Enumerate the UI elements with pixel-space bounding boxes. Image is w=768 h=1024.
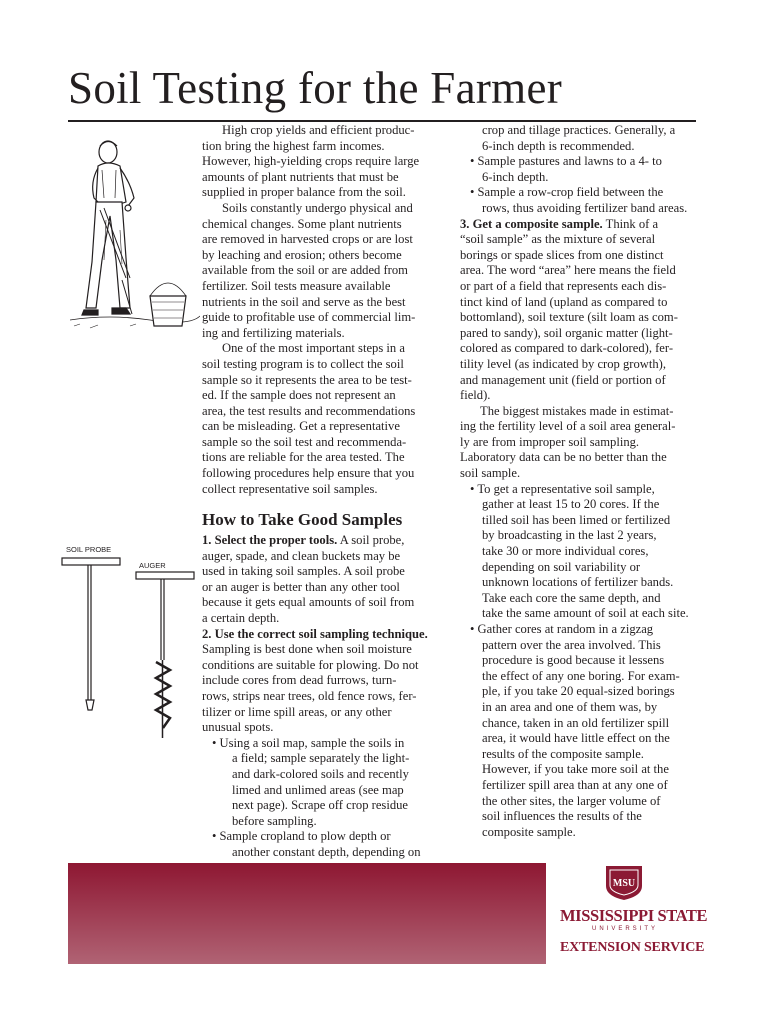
text-line: nutrients in the soil and serve as the best [202,294,406,309]
text-line: 6-inch depth is recommended. [482,138,635,153]
bold-lead: 3. Get a composite sample. [460,216,603,231]
text-line: “soil sample” as the mixture of several [460,232,656,247]
text-line: fertilizer. Soil tests measure available [202,278,391,293]
text-line: and management unit (field or portion of [460,372,666,387]
text-line: available from the soil or are added from [202,263,408,278]
text-line: crop and tillage practices. Generally, a [482,123,676,137]
footer-band [68,863,546,964]
text-line: results of the composite sample. [482,746,644,761]
text-line: 1. Select the proper tools. A soil probe, [202,533,405,547]
text-line: Sampling is best done when soil moisture [202,642,412,657]
text-line: tilizer or lime spill areas, or any other [202,704,392,719]
text-line: rows, thus avoiding fertilizer band areas. [482,200,688,215]
text-line: by broadcasting in the last 2 years, [482,528,657,543]
text-line: and dark-colored soils and recently [232,766,409,781]
text-line: fertilizer spill area than at any one of [482,777,668,792]
text-line: • Using a soil map, sample the soils in [212,735,405,750]
text-line: High crop yields and efficient produc- [222,123,415,137]
text-line: tion bring the highest farm incomes. [202,138,385,153]
text-line: used in taking soil samples. A soil probe [202,564,405,579]
text-line: One of the most important steps in a [222,341,405,356]
text-line: next page). Scrape off crop residue [232,798,409,813]
text-line: or part of a field that represents each dis- [460,278,667,293]
extension-service: EXTENSION SERVICE [560,940,705,955]
text-line: • To get a representative soil sample, [470,481,655,496]
text-line: unknown locations of fertilizer bands. [482,575,674,590]
text-line: gather at least 15 to 20 cores. If the [482,497,660,512]
text-line: Laboratory data can be no better than the [460,450,667,465]
text-line: chemical changes. Some plant nutrients [202,216,402,231]
text-line: soil influences the results of the [482,809,642,824]
text-line: ing and fertilizing materials. [202,325,345,340]
text-line: tility level (as indicated by crop growth), [460,356,666,371]
section-heading: How to Take Good Samples [202,510,403,529]
text-line: depending on soil variability or [482,559,641,574]
text-line: pattern over the area involved. This [482,637,661,652]
text-line: ing the fertility level of a soil area general- [460,419,676,434]
text-line: area, it would have little effect on the [482,731,670,746]
page-title: Soil Testing for the Farmer [68,63,563,113]
text-line: tions are reliable for the area tested. The [202,450,405,465]
bold-lead: 1. Select the proper tools. [202,533,338,547]
text-line: in an area and one of them was, by [482,699,658,714]
auger-label: AUGER [139,561,166,570]
text-line: before sampling. [232,813,317,828]
text-line: • Sample cropland to plow depth or [212,829,391,844]
text-line: Take each core the same depth, and [482,590,661,605]
text-line: 6-inch depth. [482,169,549,184]
text-line: collect representative soil samples. [202,481,378,496]
text-line: field). [460,388,491,403]
text-line: because it gets equal amounts of soil from [202,595,415,610]
bold-lead: 2. Use the correct soil sampling technique. [202,626,428,641]
text-line: sample so the soil test and recommenda- [202,434,407,449]
text-line: guide to profitable use of commercial lim- [202,310,416,325]
text-line: borings or spade slices from one distinct [460,247,664,262]
text-line: The biggest mistakes made in estimat- [480,403,674,418]
text-line: unusual spots. [202,720,274,735]
intro-column [202,123,419,497]
text-line: • Gather cores at random in a zigzag [470,622,654,636]
text-line: colored as compared to dark-colored), fer- [460,341,674,356]
text-line: ple, if you take 20 equal-sized borings [482,684,675,699]
text-line: tilled soil has been limed or fertilized [482,512,671,527]
text-line: auger, spade, and clean buckets may be [202,548,401,563]
text-line: limed and unlimed areas (see map [232,782,404,797]
title-rule [68,120,696,122]
text-line: composite sample. [482,824,576,839]
text-line: 3. Get a composite sample. Think of a [460,216,659,231]
text-line: take 30 or more individual cores, [482,544,649,559]
text-line: the other sites, the larger volume of [482,793,661,808]
text-line: the effect of any one boring. For exam- [482,668,680,683]
text-line: by leaching and erosion; others become [202,247,402,262]
text-line: take the same amount of soil at each site. [482,606,689,621]
text-line: soil testing program is to collect the soil [202,356,404,371]
text-line: amounts of plant nutrients that must be [202,169,399,184]
text-line: are removed in harvested crops or are lost [202,232,413,247]
text-line: area. The word “area” here means the field [460,263,676,278]
text-line: a field; sample separately the light- [232,751,410,766]
text-line: can be misleading. Get a representative [202,419,400,434]
text-line: Soils constantly undergo physical and [222,200,413,215]
text-line: conditions are suitable for plowing. Do not [202,657,419,672]
text-line [202,627,428,643]
farmer-illustration [70,130,200,345]
text-line: • Sample a row-crop field between the [470,185,664,200]
text-line: tinct kind of land (upland as compared to [460,294,668,309]
text-line: include cores from dead furrows, turn- [202,673,397,688]
sampling-steps-column [202,533,428,860]
composite-sample-column [460,123,689,840]
text-line: following procedures help ensure that you [202,466,415,481]
text-line: bottomland), soil texture (silt loam as com- [460,310,678,325]
text-line: or an auger is better than any other tool [202,579,400,594]
text-line: area, the test results and recommendations [202,403,416,418]
text-line: However, if you take more soil at the [482,762,669,777]
text-line: However, high-yielding crops require large [202,154,420,169]
msu-name: MISSISSIPPI STATE [560,906,708,925]
text-line: rows, strips near trees, old fence rows, fer- [202,688,417,703]
text-line: another constant depth, depending on [232,844,421,859]
text-line: soil sample. [460,466,521,481]
text-line: sample so it represents the area to be test- [202,372,412,387]
shield-letters: MSU [612,878,636,889]
text-line: pared to sandy), soil organic matter (light- [460,325,673,340]
text-line: chance, taken in an old fertilizer spill [482,715,670,730]
soil-tools-illustration [60,550,200,750]
soil-probe-label: SOIL PROBE [66,545,112,554]
msu-university: UNIVERSITY [591,926,658,932]
text-line: ly are from improper soil sampling. [460,434,640,449]
text-line: supplied in proper balance from the soil. [202,185,406,200]
text-line: • Sample pastures and lawns to a 4- to [470,154,662,169]
text-line: ed. If the sample does not represent an [202,388,396,403]
text-line: a certain depth. [202,610,280,625]
msu-shield-icon [604,862,644,902]
text-line: procedure is good because it lessens [482,653,665,668]
